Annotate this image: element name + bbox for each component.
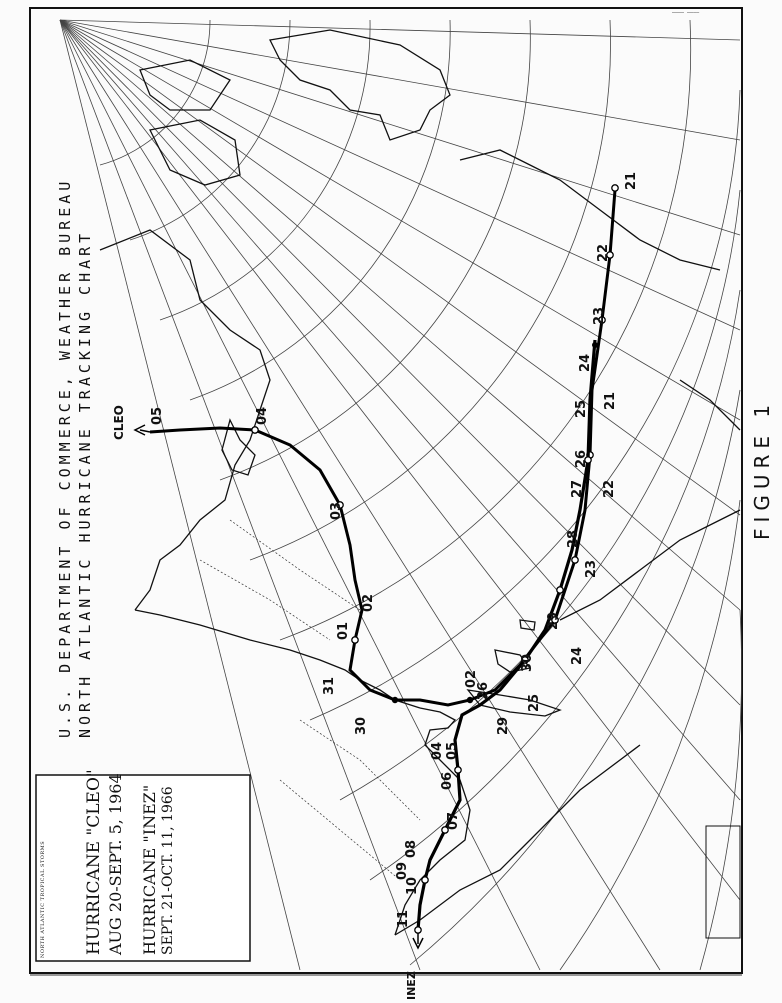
inez-day-label: 08: [404, 839, 419, 858]
inez-track-line: [418, 340, 595, 930]
cleo-position-circle: [612, 185, 618, 191]
cleo-day-label: 24: [578, 353, 593, 372]
inez-day-label: 02: [464, 669, 479, 688]
cleo-day-label: 28: [566, 529, 581, 548]
inez-day-label: 30: [354, 716, 369, 735]
cleo-day-label: 31: [322, 676, 337, 695]
cleo-day-label: 03: [329, 501, 344, 520]
cleo-day-label: 04: [255, 406, 270, 425]
inez-day-label: 24: [570, 646, 585, 665]
cleo-day-label: 30: [520, 653, 535, 672]
inez-track-name-label: INEZ: [405, 971, 418, 1000]
arctic-island-coast: [140, 60, 230, 110]
inez-position-dot: [592, 342, 598, 348]
europe-coast: [460, 150, 720, 270]
inez-position-circle: [455, 767, 461, 773]
legend-inez-name: HURRICANE "INEZ": [140, 784, 159, 955]
legend-cleo-dates: AUG 20-SEPT. 5, 1964: [106, 773, 125, 955]
border-line: [230, 520, 360, 610]
cleo-track-end: [140, 430, 150, 432]
cleo-day-label: 22: [596, 243, 611, 262]
cleo-day-label: 25: [574, 399, 589, 418]
parallel-arc: [310, 90, 740, 720]
inez-day-label: 05: [445, 741, 460, 760]
cleo-position-circle: [572, 557, 578, 563]
inez-position-circle: [415, 927, 421, 933]
inez-position-circle: [557, 587, 563, 593]
meridian-line: [60, 20, 740, 610]
border-line: [280, 780, 400, 880]
meridian-line: [60, 20, 740, 40]
chart-number: ———— ————: [672, 10, 700, 16]
cleo-day-label: 26: [574, 449, 589, 468]
meridian-line: [60, 20, 740, 900]
parallel-arc: [370, 290, 740, 880]
chart-title-line1: U.S. DEPARTMENT OF COMMERCE, WEATHER BUREAU: [56, 177, 74, 738]
central-america-coast: [395, 745, 640, 935]
legend-cleo-name: HURRICANE "CLEO": [84, 769, 104, 955]
inez-track: [413, 340, 598, 948]
cleo-position-circle: [252, 427, 258, 433]
cleo-day-label: 21: [624, 171, 639, 190]
parallel-arc: [190, 20, 450, 400]
cleo-day-label: 27: [570, 479, 585, 498]
cleo-day-label: 01: [336, 621, 351, 640]
cleo-day-label: 23: [592, 306, 607, 325]
cleo-day-label: 02: [361, 593, 376, 612]
inez-day-label: 22: [602, 479, 617, 498]
inez-day-label: 07: [446, 811, 461, 830]
parallel-arc: [160, 20, 370, 320]
figure-label: FIGURE 1: [750, 398, 774, 540]
cleo-position-dot: [467, 697, 473, 703]
cleo-day-label: 05: [150, 406, 165, 425]
cleo-track-name-label: CLEO: [112, 405, 126, 440]
cleo-position-dot: [392, 697, 398, 703]
inez-day-label: 10: [405, 876, 420, 895]
inez-position-circle: [422, 877, 428, 883]
inez-day-label: 23: [584, 559, 599, 578]
border-line: [300, 720, 420, 820]
legend-inez-dates: SEPT. 21-OCT. 11, 1966: [160, 786, 176, 955]
parallel-arc: [130, 20, 290, 240]
chart-title-line2: NORTH ATLANTIC HURRICANE TRACKING CHART: [76, 229, 94, 738]
secondary-legend-box: [706, 826, 740, 938]
inez-day-label: 06: [440, 771, 455, 790]
cleo-day-label: 29: [546, 611, 561, 630]
inez-day-label: 29: [496, 716, 511, 735]
inez-day-label: 04: [430, 741, 445, 760]
cleo-position-circle: [352, 637, 358, 643]
inez-day-label: 09: [395, 861, 410, 880]
inez-day-label: 26: [476, 681, 491, 700]
inez-day-label: 21: [603, 391, 618, 410]
legend-header: NORTH ATLANTIC TROPICAL STORMS: [40, 840, 46, 958]
greenland-coast: [270, 30, 450, 140]
inez-day-label: 11: [396, 909, 411, 928]
inez-day-label: 25: [527, 693, 542, 712]
meridian-line: [60, 20, 740, 515]
